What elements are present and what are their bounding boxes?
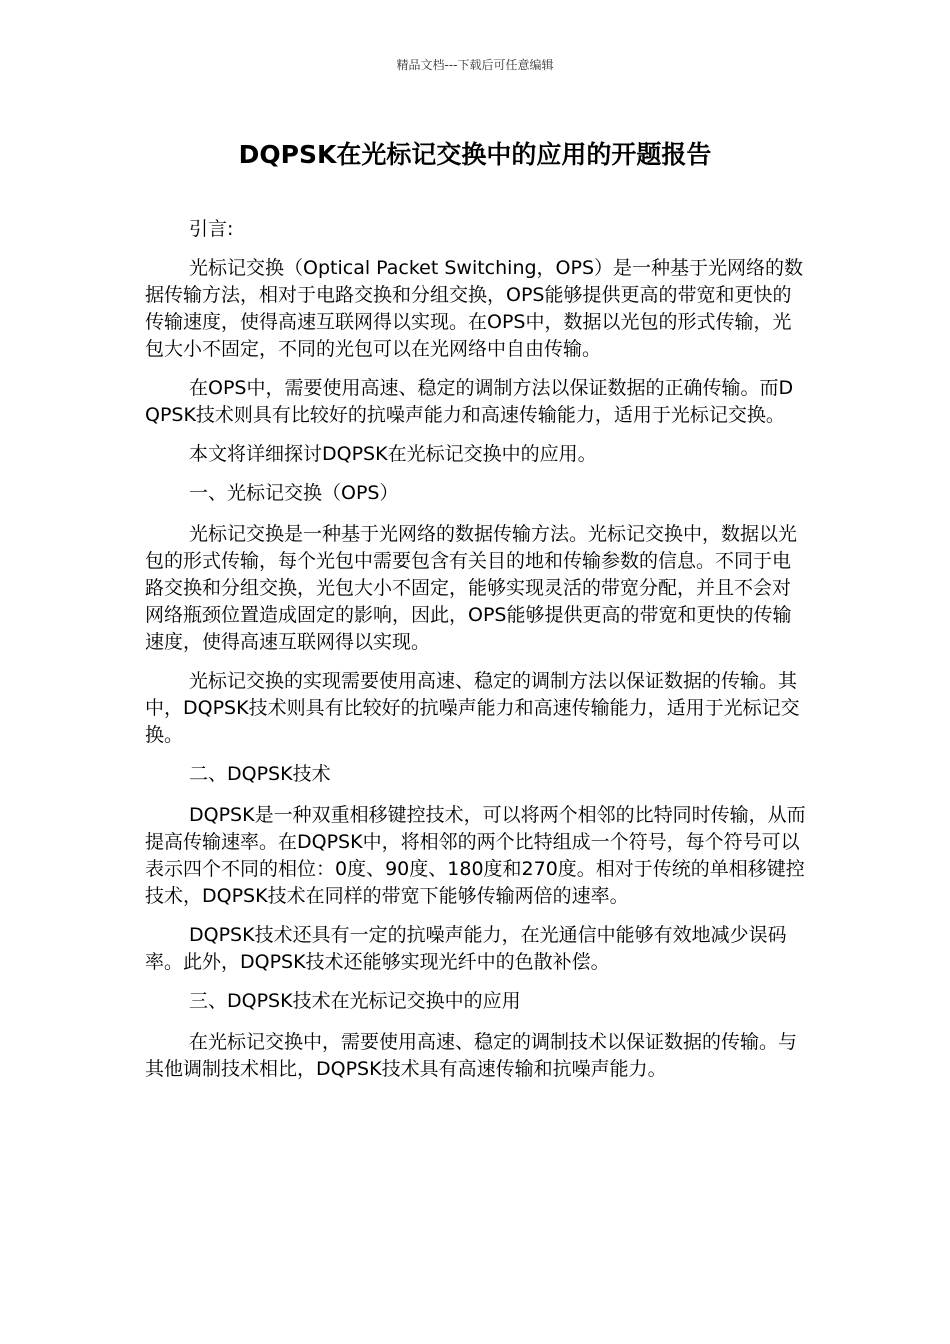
paragraph-ops-modulation: 在OPS中，需要使用高速、稳定的调制方法以保证数据的正确传输。而DQPSK技术则具有比较好的抗噪声能力和高速传输能力，适用于光标记交换。 [145,377,794,426]
page-header-note: 精品文档---下载后可任意编辑 [396,58,554,72]
paragraph-dqpsk-noise: DQPSK技术还具有一定的抗噪声能力，在光通信中能够有效地减少误码率。此外，DQPSK技术还能够实现光纤中的色散补偿。 [145,924,787,973]
paragraph-ops-details: 光标记交换是一种基于光网络的数据传输方法。光标记交换中，数据以光包的形式传输，每个光包中需要包含有关目的地和传输参数的信息。不同于电路交换和分组交换，光包大小不固定，能够实现灵活的带宽分配，并且不会对网络瓶颈位置造成固定的影响，因此，OPS能够提供更高的带宽和更快的传输速度，使得高速互联网得以实现。 [145,523,798,653]
paragraph-ops-implementation: 光标记交换的实现需要使用高速、稳定的调制方法以保证数据的传输。其中，DQPSK技术则具有比较好的抗噪声能力和高速传输能力，适用于光标记交换。 [145,670,800,746]
paragraph-ops-definition: 光标记交换（Optical Packet Switching，OPS）是一种基于光网络的数据传输方法，相对于电路交换和分组交换，OPS能够提供更高的带宽和更快的传输速度，使得高速互联网得以实现。在OPS中，数据以光包的形式传输，光包大小不固定，不同的光包可以在光网络中自由传输。 [145,257,804,360]
section-heading-2: 二、DQPSK技术 [189,763,331,785]
paragraph-scope: 本文将详细探讨DQPSK在光标记交换中的应用。 [189,443,597,465]
document-title: DQPSK在光标记交换中的应用的开题报告 [238,140,712,169]
intro-label: 引言: [189,218,234,240]
section-heading-3: 三、DQPSK技术在光标记交换中的应用 [189,990,521,1012]
paragraph-dqpsk-application: 在光标记交换中，需要使用高速、稳定的调制技术以保证数据的传输。与其他调制技术相比，DQPSK技术具有高速传输和抗噪声能力。 [145,1031,798,1080]
paragraph-dqpsk-definition: DQPSK是一种双重相移键控技术，可以将两个相邻的比特同时传输，从而提高传输速率。在DQPSK中，将相邻的两个比特组成一个符号，每个符号可以表示四个不同的相位：0度、90度、180度和270度。相对于传统的单相移键控技术，DQPSK技术在同样的带宽下能够传输两倍的速率。 [145,804,806,907]
document-body [145,216,807,1095]
section-heading-1: 一、光标记交换（OPS） [189,482,399,504]
